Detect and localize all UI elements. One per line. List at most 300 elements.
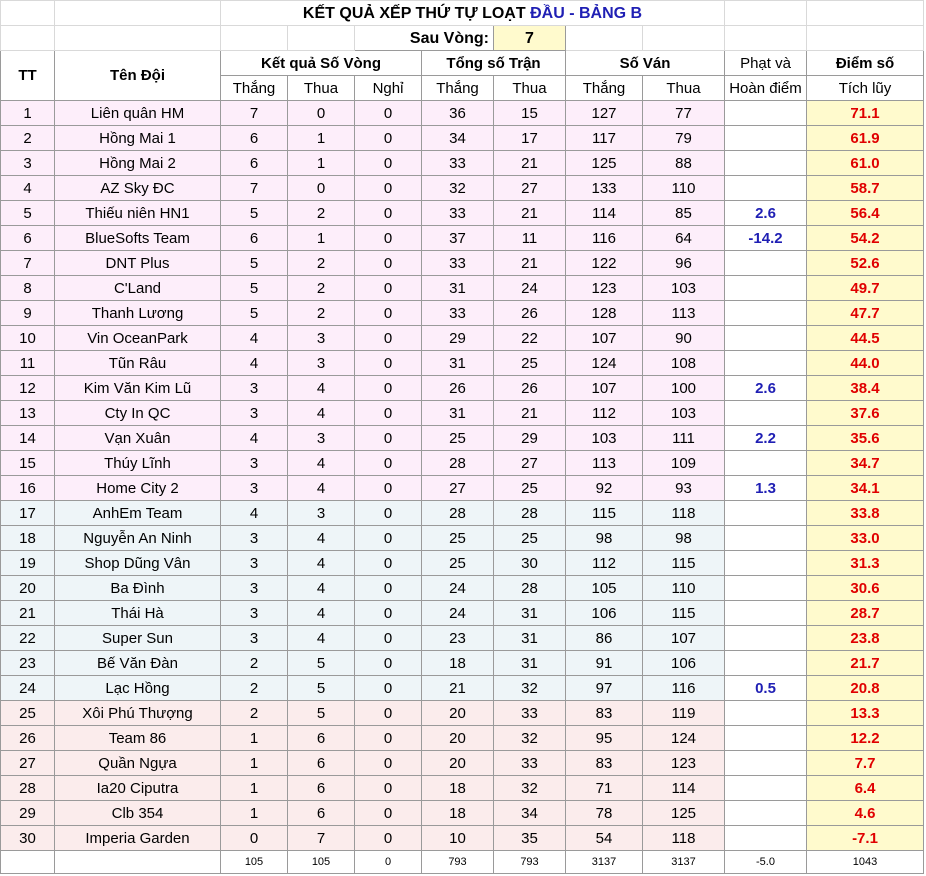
games-loss-cell: 118 bbox=[643, 826, 725, 851]
rounds-win-cell: 4 bbox=[221, 326, 288, 351]
team-name-cell: Thiếu niên HN1 bbox=[55, 201, 221, 226]
games-win-cell: 115 bbox=[566, 501, 643, 526]
matches-loss-cell: 26 bbox=[494, 301, 566, 326]
matches-loss-cell: 35 bbox=[494, 826, 566, 851]
table-row bbox=[1, 351, 924, 376]
rank-cell: 17 bbox=[1, 501, 55, 526]
rank-cell: 7 bbox=[1, 251, 55, 276]
rounds-rest-cell: 0 bbox=[355, 826, 422, 851]
rank-cell: 18 bbox=[1, 526, 55, 551]
rounds-rest-cell: 0 bbox=[355, 451, 422, 476]
score-cell: 44.0 bbox=[807, 351, 924, 376]
games-loss-cell: 103 bbox=[643, 401, 725, 426]
games-win-cell: 86 bbox=[566, 626, 643, 651]
rounds-loss-cell: 4 bbox=[288, 551, 355, 576]
rounds-loss-cell: 5 bbox=[288, 676, 355, 701]
team-name-cell: Thái Hà bbox=[55, 601, 221, 626]
matches-loss-cell: 31 bbox=[494, 651, 566, 676]
games-loss-cell: 106 bbox=[643, 651, 725, 676]
rounds-win-cell: 5 bbox=[221, 301, 288, 326]
matches-loss-cell: 31 bbox=[494, 601, 566, 626]
penalty-cell bbox=[725, 176, 807, 201]
table-row bbox=[1, 126, 924, 151]
rounds-loss-cell: 6 bbox=[288, 726, 355, 751]
games-win-cell: 107 bbox=[566, 326, 643, 351]
header-rounds-rest: Nghỉ bbox=[355, 76, 422, 101]
score-cell: 47.7 bbox=[807, 301, 924, 326]
total-mw-cell: 793 bbox=[422, 851, 494, 874]
score-cell: 71.1 bbox=[807, 101, 924, 126]
penalty-cell bbox=[725, 351, 807, 376]
rounds-rest-cell: 0 bbox=[355, 126, 422, 151]
score-cell: 23.8 bbox=[807, 626, 924, 651]
games-win-cell: 113 bbox=[566, 451, 643, 476]
matches-win-cell: 18 bbox=[422, 801, 494, 826]
rounds-loss-cell: 2 bbox=[288, 201, 355, 226]
matches-win-cell: 23 bbox=[422, 626, 494, 651]
rank-cell: 26 bbox=[1, 726, 55, 751]
rank-cell: 16 bbox=[1, 476, 55, 501]
games-win-cell: 124 bbox=[566, 351, 643, 376]
rounds-win-cell: 5 bbox=[221, 251, 288, 276]
rounds-rest-cell: 0 bbox=[355, 276, 422, 301]
penalty-cell bbox=[725, 126, 807, 151]
rounds-rest-cell: 0 bbox=[355, 351, 422, 376]
team-name-cell: DNT Plus bbox=[55, 251, 221, 276]
rounds-win-cell: 6 bbox=[221, 151, 288, 176]
rounds-win-cell: 6 bbox=[221, 226, 288, 251]
rounds-rest-cell: 0 bbox=[355, 176, 422, 201]
total-rr-cell: 0 bbox=[355, 851, 422, 874]
rounds-rest-cell: 0 bbox=[355, 426, 422, 451]
team-name-cell: Liên quân HM bbox=[55, 101, 221, 126]
games-loss-cell: 77 bbox=[643, 101, 725, 126]
team-name-cell: BlueSofts Team bbox=[55, 226, 221, 251]
matches-win-cell: 10 bbox=[422, 826, 494, 851]
rounds-loss-cell: 3 bbox=[288, 351, 355, 376]
table-row bbox=[1, 751, 924, 776]
matches-loss-cell: 27 bbox=[494, 176, 566, 201]
team-name-cell: Quần Ngựa bbox=[55, 751, 221, 776]
matches-win-cell: 21 bbox=[422, 676, 494, 701]
games-win-cell: 107 bbox=[566, 376, 643, 401]
score-cell: 56.4 bbox=[807, 201, 924, 226]
score-cell: 54.2 bbox=[807, 226, 924, 251]
table-row bbox=[1, 451, 924, 476]
games-win-cell: 98 bbox=[566, 526, 643, 551]
matches-win-cell: 37 bbox=[422, 226, 494, 251]
score-cell: 33.0 bbox=[807, 526, 924, 551]
rank-cell: 11 bbox=[1, 351, 55, 376]
rounds-loss-cell: 1 bbox=[288, 126, 355, 151]
rounds-win-cell: 2 bbox=[221, 651, 288, 676]
rounds-loss-cell: 6 bbox=[288, 776, 355, 801]
score-cell: 31.3 bbox=[807, 551, 924, 576]
rank-cell: 30 bbox=[1, 826, 55, 851]
header-games-loss: Thua bbox=[643, 76, 725, 101]
matches-loss-cell: 27 bbox=[494, 451, 566, 476]
team-name-cell: C'Land bbox=[55, 276, 221, 301]
rank-cell: 1 bbox=[1, 101, 55, 126]
header-tt: TT bbox=[1, 51, 55, 101]
total-pen-cell: -5.0 bbox=[725, 851, 807, 874]
rounds-loss-cell: 4 bbox=[288, 401, 355, 426]
rounds-win-cell: 3 bbox=[221, 601, 288, 626]
team-name-cell: Nguyễn An Ninh bbox=[55, 526, 221, 551]
matches-win-cell: 25 bbox=[422, 551, 494, 576]
penalty-cell bbox=[725, 626, 807, 651]
score-cell: 34.1 bbox=[807, 476, 924, 501]
rank-cell: 23 bbox=[1, 651, 55, 676]
header-matches-loss: Thua bbox=[494, 76, 566, 101]
penalty-cell bbox=[725, 301, 807, 326]
rounds-win-cell: 4 bbox=[221, 501, 288, 526]
matches-win-cell: 20 bbox=[422, 701, 494, 726]
score-cell: 61.9 bbox=[807, 126, 924, 151]
rounds-win-cell: 5 bbox=[221, 276, 288, 301]
games-win-cell: 83 bbox=[566, 701, 643, 726]
matches-loss-cell: 25 bbox=[494, 526, 566, 551]
penalty-cell bbox=[725, 751, 807, 776]
title-row bbox=[1, 1, 924, 26]
rounds-loss-cell: 2 bbox=[288, 301, 355, 326]
matches-loss-cell: 26 bbox=[494, 376, 566, 401]
games-loss-cell: 119 bbox=[643, 701, 725, 726]
total-rl-cell: 105 bbox=[288, 851, 355, 874]
games-loss-cell: 64 bbox=[643, 226, 725, 251]
rank-cell: 22 bbox=[1, 626, 55, 651]
header-score-top: Điểm số bbox=[807, 51, 924, 76]
score-cell: 30.6 bbox=[807, 576, 924, 601]
rounds-rest-cell: 0 bbox=[355, 226, 422, 251]
team-name-cell: AnhEm Team bbox=[55, 501, 221, 526]
totals-row bbox=[1, 851, 924, 874]
header-games-win: Thắng bbox=[566, 76, 643, 101]
matches-loss-cell: 24 bbox=[494, 276, 566, 301]
score-cell: 38.4 bbox=[807, 376, 924, 401]
rounds-win-cell: 3 bbox=[221, 551, 288, 576]
rank-cell: 28 bbox=[1, 776, 55, 801]
rounds-win-cell: 3 bbox=[221, 476, 288, 501]
table-row bbox=[1, 276, 924, 301]
penalty-cell bbox=[725, 551, 807, 576]
header-row-1 bbox=[1, 51, 924, 76]
games-loss-cell: 118 bbox=[643, 501, 725, 526]
rounds-loss-cell: 4 bbox=[288, 476, 355, 501]
matches-loss-cell: 32 bbox=[494, 726, 566, 751]
rounds-loss-cell: 2 bbox=[288, 276, 355, 301]
penalty-cell bbox=[725, 276, 807, 301]
matches-win-cell: 33 bbox=[422, 201, 494, 226]
games-loss-cell: 115 bbox=[643, 551, 725, 576]
games-loss-cell: 110 bbox=[643, 576, 725, 601]
table-row bbox=[1, 176, 924, 201]
games-win-cell: 112 bbox=[566, 551, 643, 576]
penalty-cell: 2.6 bbox=[725, 201, 807, 226]
games-loss-cell: 98 bbox=[643, 526, 725, 551]
matches-win-cell: 33 bbox=[422, 151, 494, 176]
rounds-rest-cell: 0 bbox=[355, 151, 422, 176]
rank-cell: 20 bbox=[1, 576, 55, 601]
table-row bbox=[1, 101, 924, 126]
team-name-cell: Super Sun bbox=[55, 626, 221, 651]
team-name-cell: Hồng Mai 2 bbox=[55, 151, 221, 176]
total-rw-cell: 105 bbox=[221, 851, 288, 874]
total-score-cell: 1043 bbox=[807, 851, 924, 874]
team-name-cell: Thanh Lương bbox=[55, 301, 221, 326]
games-loss-cell: 88 bbox=[643, 151, 725, 176]
rounds-rest-cell: 0 bbox=[355, 801, 422, 826]
team-name-cell: Xôi Phú Thượng bbox=[55, 701, 221, 726]
matches-loss-cell: 29 bbox=[494, 426, 566, 451]
games-win-cell: 103 bbox=[566, 426, 643, 451]
games-loss-cell: 93 bbox=[643, 476, 725, 501]
total-gl-cell: 3137 bbox=[643, 851, 725, 874]
penalty-cell bbox=[725, 601, 807, 626]
rank-cell: 2 bbox=[1, 126, 55, 151]
penalty-cell bbox=[725, 726, 807, 751]
rounds-loss-cell: 3 bbox=[288, 501, 355, 526]
rounds-rest-cell: 0 bbox=[355, 776, 422, 801]
games-win-cell: 106 bbox=[566, 601, 643, 626]
rank-cell: 27 bbox=[1, 751, 55, 776]
matches-loss-cell: 17 bbox=[494, 126, 566, 151]
total-ml-cell: 793 bbox=[494, 851, 566, 874]
rounds-loss-cell: 6 bbox=[288, 751, 355, 776]
score-cell: 20.8 bbox=[807, 676, 924, 701]
matches-loss-cell: 25 bbox=[494, 476, 566, 501]
rounds-win-cell: 2 bbox=[221, 701, 288, 726]
page-title bbox=[221, 1, 725, 26]
penalty-cell bbox=[725, 101, 807, 126]
rounds-loss-cell: 1 bbox=[288, 151, 355, 176]
penalty-cell bbox=[725, 151, 807, 176]
matches-win-cell: 25 bbox=[422, 526, 494, 551]
team-name-cell: Clb 354 bbox=[55, 801, 221, 826]
matches-loss-cell: 21 bbox=[494, 401, 566, 426]
rounds-rest-cell: 0 bbox=[355, 251, 422, 276]
penalty-cell bbox=[725, 701, 807, 726]
team-name-cell: Bế Văn Đàn bbox=[55, 651, 221, 676]
matches-win-cell: 20 bbox=[422, 751, 494, 776]
matches-loss-cell: 33 bbox=[494, 751, 566, 776]
games-loss-cell: 115 bbox=[643, 601, 725, 626]
penalty-cell bbox=[725, 451, 807, 476]
penalty-cell bbox=[725, 826, 807, 851]
team-name-cell: Tũn Râu bbox=[55, 351, 221, 376]
matches-loss-cell: 15 bbox=[494, 101, 566, 126]
games-win-cell: 122 bbox=[566, 251, 643, 276]
rank-cell: 14 bbox=[1, 426, 55, 451]
score-cell: 35.6 bbox=[807, 426, 924, 451]
score-cell: 12.2 bbox=[807, 726, 924, 751]
rank-cell: 9 bbox=[1, 301, 55, 326]
rank-cell: 5 bbox=[1, 201, 55, 226]
table-row bbox=[1, 551, 924, 576]
penalty-cell bbox=[725, 501, 807, 526]
rounds-loss-cell: 5 bbox=[288, 651, 355, 676]
rounds-loss-cell: 4 bbox=[288, 626, 355, 651]
penalty-cell bbox=[725, 326, 807, 351]
rank-cell: 19 bbox=[1, 551, 55, 576]
matches-win-cell: 31 bbox=[422, 401, 494, 426]
table-row bbox=[1, 801, 924, 826]
score-cell: 28.7 bbox=[807, 601, 924, 626]
rounds-loss-cell: 3 bbox=[288, 326, 355, 351]
matches-win-cell: 31 bbox=[422, 276, 494, 301]
rounds-rest-cell: 0 bbox=[355, 551, 422, 576]
rank-cell: 8 bbox=[1, 276, 55, 301]
penalty-cell bbox=[725, 651, 807, 676]
score-cell: 4.6 bbox=[807, 801, 924, 826]
games-loss-cell: 111 bbox=[643, 426, 725, 451]
rank-cell: 12 bbox=[1, 376, 55, 401]
rounds-loss-cell: 7 bbox=[288, 826, 355, 851]
matches-win-cell: 18 bbox=[422, 651, 494, 676]
rounds-win-cell: 1 bbox=[221, 726, 288, 751]
table-row bbox=[1, 501, 924, 526]
games-loss-cell: 100 bbox=[643, 376, 725, 401]
header-score-bottom: Tích lũy bbox=[807, 76, 924, 101]
penalty-cell bbox=[725, 251, 807, 276]
games-loss-cell: 109 bbox=[643, 451, 725, 476]
rounds-win-cell: 4 bbox=[221, 351, 288, 376]
rounds-rest-cell: 0 bbox=[355, 726, 422, 751]
matches-loss-cell: 34 bbox=[494, 801, 566, 826]
table-row bbox=[1, 251, 924, 276]
score-cell: 7.7 bbox=[807, 751, 924, 776]
matches-loss-cell: 32 bbox=[494, 676, 566, 701]
team-name-cell: Imperia Garden bbox=[55, 826, 221, 851]
rounds-win-cell: 7 bbox=[221, 101, 288, 126]
rounds-rest-cell: 0 bbox=[355, 326, 422, 351]
games-loss-cell: 124 bbox=[643, 726, 725, 751]
rounds-loss-cell: 5 bbox=[288, 701, 355, 726]
games-loss-cell: 85 bbox=[643, 201, 725, 226]
matches-win-cell: 33 bbox=[422, 301, 494, 326]
team-name-cell: Team 86 bbox=[55, 726, 221, 751]
penalty-cell: 2.6 bbox=[725, 376, 807, 401]
matches-win-cell: 32 bbox=[422, 176, 494, 201]
table-row bbox=[1, 426, 924, 451]
rounds-loss-cell: 4 bbox=[288, 601, 355, 626]
matches-win-cell: 20 bbox=[422, 726, 494, 751]
rounds-win-cell: 3 bbox=[221, 401, 288, 426]
rounds-loss-cell: 4 bbox=[288, 526, 355, 551]
matches-win-cell: 25 bbox=[422, 426, 494, 451]
rank-cell: 29 bbox=[1, 801, 55, 826]
header-matches-win: Thắng bbox=[422, 76, 494, 101]
matches-win-cell: 24 bbox=[422, 601, 494, 626]
penalty-cell: 0.5 bbox=[725, 676, 807, 701]
header-team: Tên Đội bbox=[55, 51, 221, 101]
matches-loss-cell: 28 bbox=[494, 501, 566, 526]
games-win-cell: 95 bbox=[566, 726, 643, 751]
rounds-loss-cell: 4 bbox=[288, 576, 355, 601]
title-black: KẾT QUẢ XẾP THỨ TỰ LOẠT bbox=[302, 4, 526, 22]
rounds-rest-cell: 0 bbox=[355, 576, 422, 601]
rounds-loss-cell: 2 bbox=[288, 251, 355, 276]
matches-win-cell: 36 bbox=[422, 101, 494, 126]
table-row bbox=[1, 401, 924, 426]
penalty-cell bbox=[725, 526, 807, 551]
team-name-cell: Thúy Lĩnh bbox=[55, 451, 221, 476]
games-loss-cell: 108 bbox=[643, 351, 725, 376]
score-cell: 61.0 bbox=[807, 151, 924, 176]
games-win-cell: 105 bbox=[566, 576, 643, 601]
team-name-cell: AZ Sky ĐC bbox=[55, 176, 221, 201]
team-name-cell: Cty In QC bbox=[55, 401, 221, 426]
table-row bbox=[1, 476, 924, 501]
games-win-cell: 133 bbox=[566, 176, 643, 201]
matches-loss-cell: 22 bbox=[494, 326, 566, 351]
games-loss-cell: 107 bbox=[643, 626, 725, 651]
rounds-loss-cell: 4 bbox=[288, 376, 355, 401]
games-loss-cell: 123 bbox=[643, 751, 725, 776]
header-rounds: Kết quả Số Vòng bbox=[221, 51, 422, 76]
games-win-cell: 112 bbox=[566, 401, 643, 426]
table-row bbox=[1, 376, 924, 401]
score-cell: 58.7 bbox=[807, 176, 924, 201]
rounds-win-cell: 3 bbox=[221, 376, 288, 401]
score-cell: 21.7 bbox=[807, 651, 924, 676]
games-loss-cell: 114 bbox=[643, 776, 725, 801]
rounds-loss-cell: 4 bbox=[288, 451, 355, 476]
games-loss-cell: 113 bbox=[643, 301, 725, 326]
table-row bbox=[1, 776, 924, 801]
table-row bbox=[1, 301, 924, 326]
table-row bbox=[1, 701, 924, 726]
rounds-rest-cell: 0 bbox=[355, 301, 422, 326]
rounds-rest-cell: 0 bbox=[355, 201, 422, 226]
table-row bbox=[1, 826, 924, 851]
matches-win-cell: 18 bbox=[422, 776, 494, 801]
header-games: Số Ván bbox=[566, 51, 725, 76]
rounds-rest-cell: 0 bbox=[355, 401, 422, 426]
games-loss-cell: 96 bbox=[643, 251, 725, 276]
team-name-cell: Shop Dũng Vân bbox=[55, 551, 221, 576]
score-cell: -7.1 bbox=[807, 826, 924, 851]
games-win-cell: 91 bbox=[566, 651, 643, 676]
rounds-rest-cell: 0 bbox=[355, 751, 422, 776]
games-loss-cell: 103 bbox=[643, 276, 725, 301]
table-row bbox=[1, 626, 924, 651]
table-row bbox=[1, 676, 924, 701]
table-row bbox=[1, 226, 924, 251]
table-row bbox=[1, 326, 924, 351]
rounds-win-cell: 0 bbox=[221, 826, 288, 851]
total-gw-cell: 3137 bbox=[566, 851, 643, 874]
table-row bbox=[1, 151, 924, 176]
games-win-cell: 97 bbox=[566, 676, 643, 701]
games-win-cell: 123 bbox=[566, 276, 643, 301]
matches-win-cell: 26 bbox=[422, 376, 494, 401]
games-win-cell: 116 bbox=[566, 226, 643, 251]
games-loss-cell: 125 bbox=[643, 801, 725, 826]
games-win-cell: 128 bbox=[566, 301, 643, 326]
rounds-win-cell: 1 bbox=[221, 776, 288, 801]
rounds-win-cell: 3 bbox=[221, 626, 288, 651]
rounds-loss-cell: 0 bbox=[288, 176, 355, 201]
header-penalty-bottom: Hoàn điểm bbox=[725, 76, 807, 101]
rank-cell: 6 bbox=[1, 226, 55, 251]
score-cell: 52.6 bbox=[807, 251, 924, 276]
title-blue: ĐẦU - BẢNG B bbox=[530, 4, 643, 22]
matches-loss-cell: 32 bbox=[494, 776, 566, 801]
rank-cell: 13 bbox=[1, 401, 55, 426]
round-row bbox=[1, 26, 924, 51]
team-name-cell: Hồng Mai 1 bbox=[55, 126, 221, 151]
